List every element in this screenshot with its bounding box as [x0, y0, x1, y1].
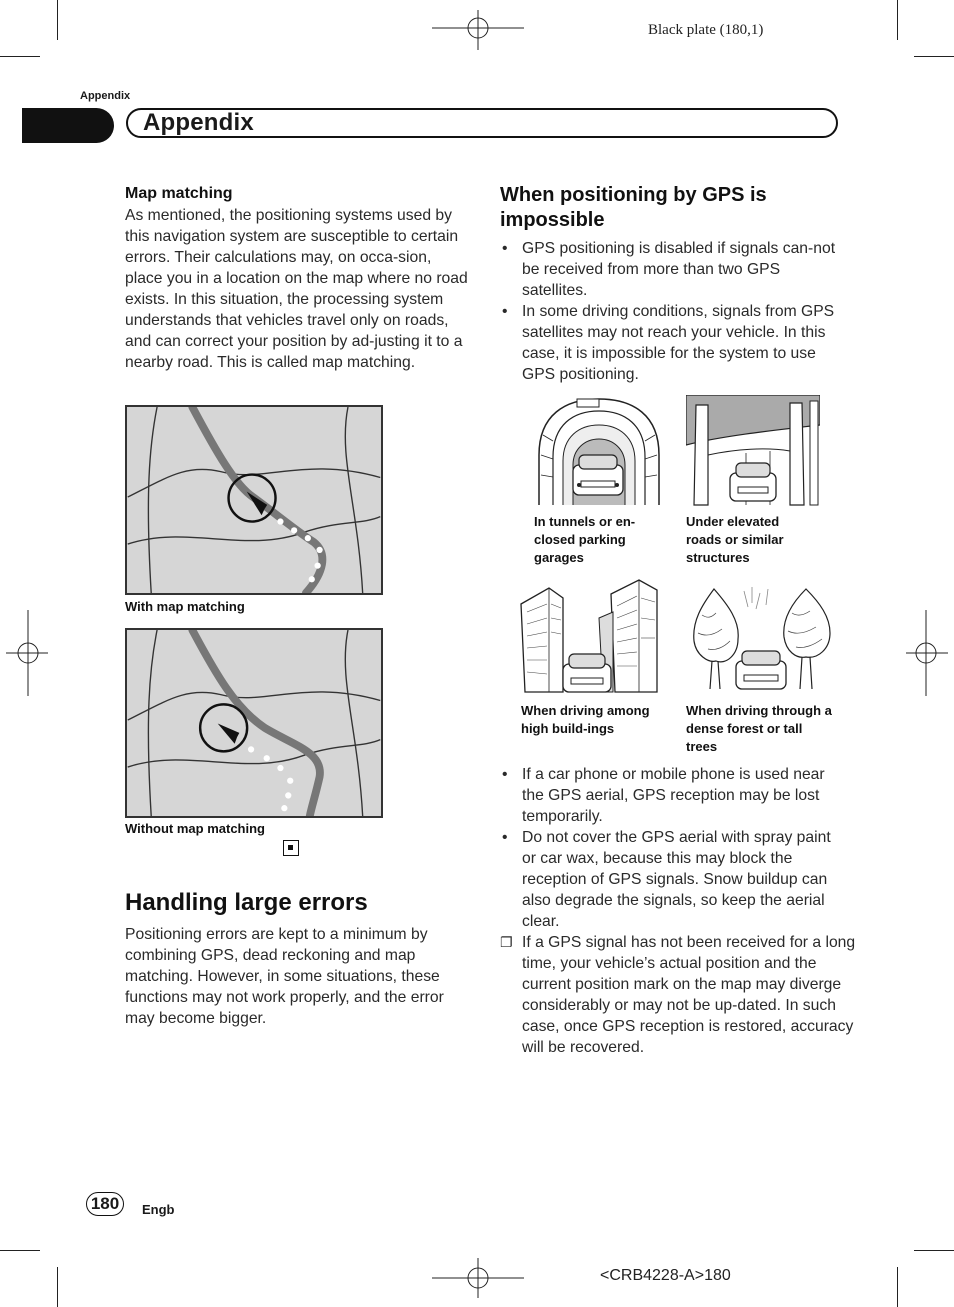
- registration-mark-left: [6, 610, 48, 696]
- registration-mark-right: [906, 610, 948, 696]
- bullet-item: • In some driving conditions, signals from GPS satellites may not reach your vehicle. In this case, it is impossible for the system to use GPS positioning.: [500, 301, 840, 385]
- bullet-item: • If a car phone or mobile phone is used near the GPS aerial, GPS reception may be lost temporarily.: [500, 764, 845, 827]
- bullet-item: • GPS positioning is disabled if signals can-not be received from more than two GPS satellites.: [500, 238, 840, 301]
- crop-mark: [897, 0, 898, 40]
- crop-mark: [0, 56, 40, 57]
- chapter-tab: [22, 108, 114, 143]
- page-title: Appendix: [143, 109, 254, 136]
- crop-mark: [57, 0, 58, 40]
- section-label: Appendix: [80, 90, 131, 102]
- map-without-matching-figure: [125, 628, 383, 818]
- note-icon: ❐: [500, 934, 513, 950]
- forest-illustration: [686, 585, 834, 693]
- buildings-illustration: [519, 578, 659, 696]
- end-of-section-mark: [283, 840, 299, 856]
- note-item: [500, 932, 867, 1058]
- bullet-item: • Do not cover the GPS aerial with spray paint or car wax, because this may block the reception of GPS signals. Snow buildup can also degrade the signals, so keep the aerial clear.: [500, 827, 845, 932]
- map-matching-text: As mentioned, the positioning systems used by this navigation system are susceptible to certain errors. Their calculations may, on occa-sion, place you in a location on the map where no road exists. In this situation, the processing system understands that vehicles travel only on roads, and can correct your position by ad-justing it to a nearby road. This is called map matching.: [125, 207, 468, 371]
- document-code: <CRB4228-A>180: [600, 1267, 731, 1284]
- gps-bullets-bottom: [500, 764, 845, 932]
- illustration-caption: Under elevated roads or similar structures: [686, 514, 784, 565]
- gps-impossible-heading: When positioning by GPS is impossible: [500, 184, 767, 231]
- handling-errors-text: Positioning errors are kept to a minimum by combining GPS, dead reckoning and map matching. However, in some situations, these functions may not work properly, and the error may become bigger.: [125, 926, 444, 1027]
- crop-mark: [914, 1250, 954, 1251]
- elevated-road-illustration: [686, 395, 820, 507]
- crop-mark: [57, 1267, 58, 1307]
- tunnel-illustration: [535, 395, 663, 507]
- crop-mark: [0, 1250, 40, 1251]
- plate-label: Black plate (180,1): [648, 22, 764, 38]
- registration-mark-top: [432, 10, 524, 50]
- map-matching-heading: Map matching: [125, 185, 233, 202]
- note-text: If a GPS signal has not been received for a long time, your vehicle’s actual position and the current position mark on the map may diverge considerably or may not be up-dated. In such case, once GPS reception is restored, accuracy will be recovered.: [522, 934, 856, 1056]
- figure-caption: Without map matching: [125, 821, 265, 836]
- illustration-caption: In tunnels or en-closed parking garages: [534, 514, 636, 565]
- gps-bullets-top: [500, 238, 840, 385]
- crop-mark: [897, 1267, 898, 1307]
- page-number: 180: [86, 1192, 124, 1216]
- crop-mark: [914, 56, 954, 57]
- illustration-caption: When driving among high build-ings: [521, 703, 650, 736]
- figure-caption: With map matching: [125, 599, 245, 614]
- registration-mark-bottom: [432, 1258, 524, 1298]
- language-code: Engb: [142, 1202, 175, 1217]
- handling-errors-heading: Handling large errors: [125, 889, 368, 916]
- illustration-caption: When driving through a dense forest or tall trees: [686, 703, 832, 754]
- map-with-matching-figure: [125, 405, 383, 595]
